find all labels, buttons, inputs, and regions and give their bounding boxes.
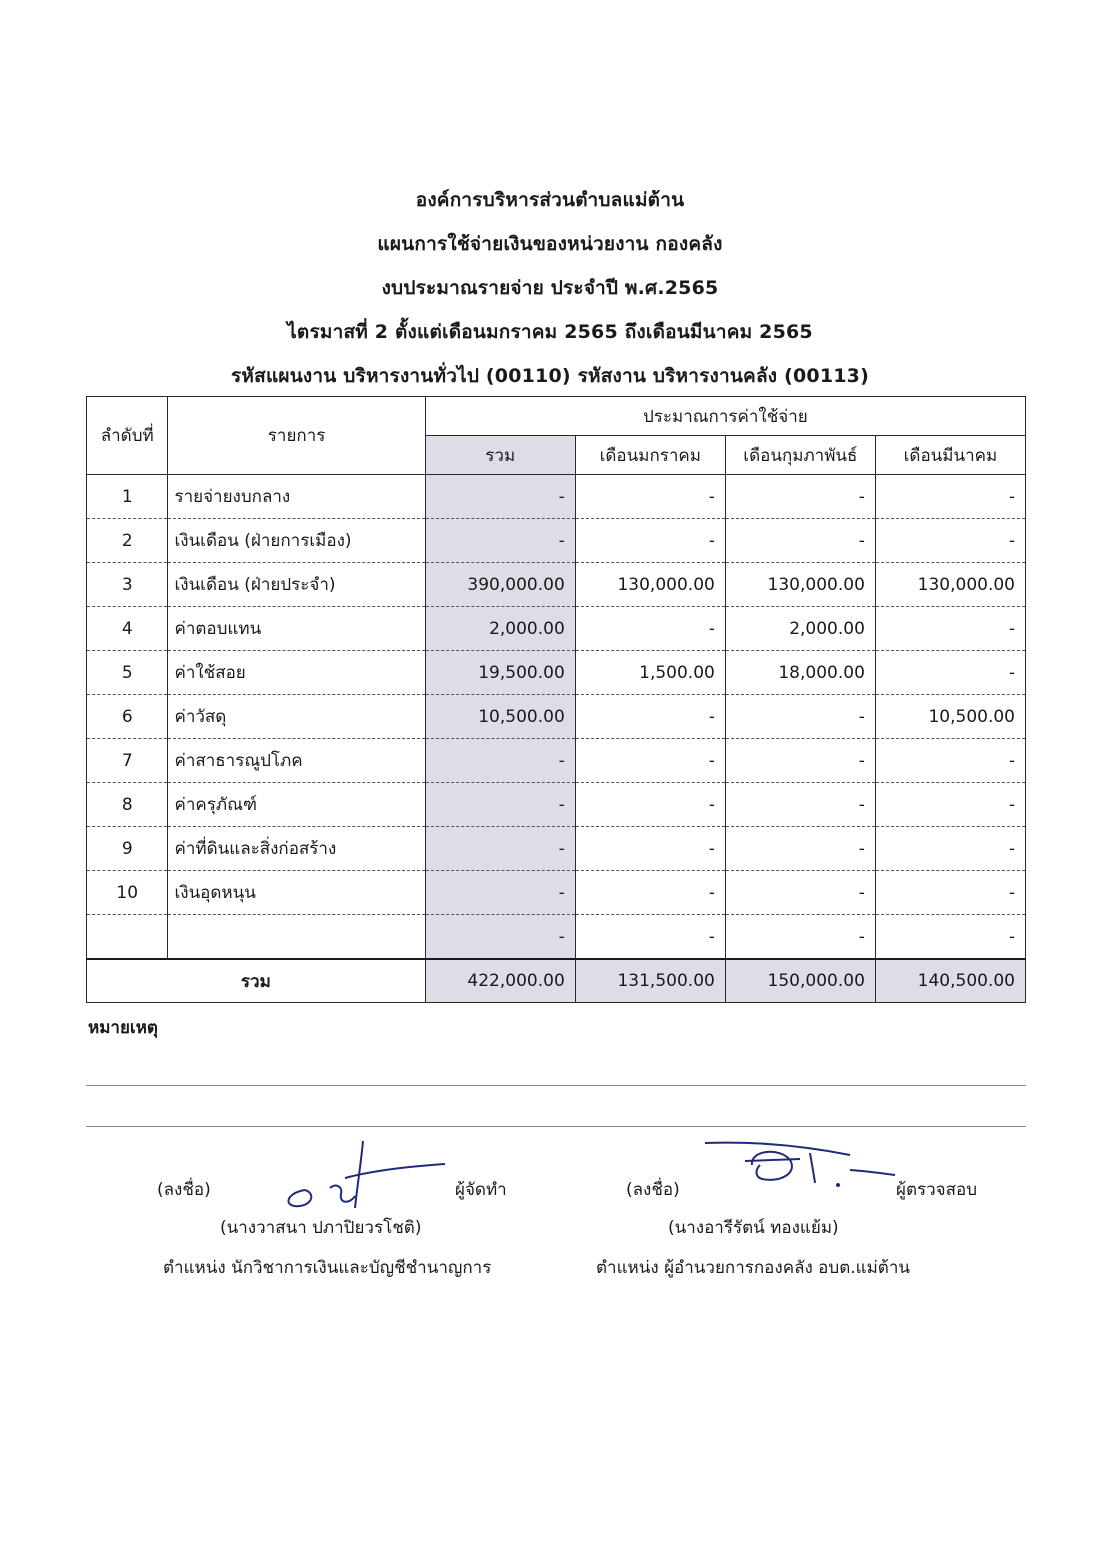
row-item: รายจ่ายงบกลาง	[168, 475, 425, 519]
row-march: -	[875, 915, 1025, 960]
row-index: 7	[87, 739, 168, 783]
budget-title: งบประมาณรายจ่าย ประจำปี พ.ศ.2565	[381, 277, 719, 299]
row-item: ค่าสาธารณูปโภค	[168, 739, 425, 783]
row-index: 5	[87, 651, 168, 695]
sign-prefix-right: (ลงชื่อ)	[626, 1180, 680, 1200]
signature-reviewer	[700, 1135, 900, 1200]
row-total: 19,500.00	[425, 651, 575, 695]
quarter-title: ไตรมาสที่ 2 ตั้งแต่เดือนมกราคม 2565 ถึงเดือนมีนาคม 2565	[287, 321, 813, 343]
row-march: -	[875, 871, 1025, 915]
row-total: -	[425, 915, 575, 960]
row-january: -	[575, 871, 725, 915]
row-item: ค่าครุภัณฑ์	[168, 783, 425, 827]
plan-title: แผนการใช้จ่ายเงินของหน่วยงาน กองคลัง	[377, 233, 723, 255]
table-row	[87, 783, 1026, 827]
table-row	[87, 827, 1026, 871]
row-march: 130,000.00	[875, 563, 1025, 607]
row-march: -	[875, 827, 1025, 871]
row-january: -	[575, 739, 725, 783]
row-february: -	[725, 695, 875, 739]
header-total: รวม	[425, 436, 575, 475]
row-february: 18,000.00	[725, 651, 875, 695]
total-sum: 422,000.00	[425, 959, 575, 1003]
row-total: -	[425, 827, 575, 871]
header-february: เดือนกุมภาพันธ์	[725, 436, 875, 475]
row-february: -	[725, 519, 875, 563]
document-header	[0, 178, 1100, 398]
row-index	[87, 915, 168, 960]
row-january: -	[575, 695, 725, 739]
row-february: -	[725, 827, 875, 871]
name-reviewer: (นางอารีรัตน์ ทองแย้ม)	[668, 1218, 839, 1238]
row-total: -	[425, 739, 575, 783]
row-march: -	[875, 519, 1025, 563]
row-total: -	[425, 783, 575, 827]
remark-line-1	[86, 1085, 1026, 1086]
total-february: 150,000.00	[725, 959, 875, 1003]
row-index: 3	[87, 563, 168, 607]
row-item: เงินเดือน (ฝ่ายการเมือง)	[168, 519, 425, 563]
remark-line-2	[86, 1126, 1026, 1127]
row-item: เงินเดือน (ฝ่ายประจำ)	[168, 563, 425, 607]
table-total-row	[87, 959, 1026, 1003]
row-index: 1	[87, 475, 168, 519]
row-january: -	[575, 475, 725, 519]
position-preparer: ตำแหน่ง นักวิชาการเงินและบัญชีชำนาญการ	[163, 1258, 492, 1278]
row-march: -	[875, 607, 1025, 651]
row-march: 10,500.00	[875, 695, 1025, 739]
row-february: -	[725, 871, 875, 915]
row-february: -	[725, 915, 875, 960]
sign-prefix-left: (ลงชื่อ)	[157, 1180, 211, 1200]
table-row	[87, 915, 1026, 960]
row-item: ค่าวัสดุ	[168, 695, 425, 739]
signature-preparer	[275, 1138, 455, 1213]
row-february: -	[725, 475, 875, 519]
row-total: 390,000.00	[425, 563, 575, 607]
table-row	[87, 651, 1026, 695]
row-february: 2,000.00	[725, 607, 875, 651]
table-row	[87, 871, 1026, 915]
row-index: 8	[87, 783, 168, 827]
header-march: เดือนมีนาคม	[875, 436, 1025, 475]
budget-table	[86, 396, 1026, 1003]
row-index: 10	[87, 871, 168, 915]
row-index: 4	[87, 607, 168, 651]
role-preparer: ผู้จัดทำ	[455, 1180, 507, 1200]
role-reviewer: ผู้ตรวจสอบ	[896, 1180, 978, 1200]
total-label: รวม	[87, 959, 426, 1003]
row-item	[168, 915, 425, 960]
table-body	[87, 475, 1026, 960]
row-february: -	[725, 739, 875, 783]
row-item: ค่าใช้สอย	[168, 651, 425, 695]
row-january: 1,500.00	[575, 651, 725, 695]
org-title: องค์การบริหารส่วนตำบลแม่ต้าน	[415, 189, 685, 211]
table-row	[87, 607, 1026, 651]
header-estimate: ประมาณการค่าใช้จ่าย	[425, 397, 1025, 436]
table-row	[87, 519, 1026, 563]
row-march: -	[875, 739, 1025, 783]
row-march: -	[875, 651, 1025, 695]
row-february: -	[725, 783, 875, 827]
row-january: 130,000.00	[575, 563, 725, 607]
header-item: รายการ	[168, 397, 425, 475]
row-total: 2,000.00	[425, 607, 575, 651]
row-march: -	[875, 783, 1025, 827]
codes-title: รหัสแผนงาน บริหารงานทั่วไป (00110) รหัสงาน บริหารงานคลัง (00113)	[231, 365, 869, 387]
table-row	[87, 475, 1026, 519]
total-march: 140,500.00	[875, 959, 1025, 1003]
row-february: 130,000.00	[725, 563, 875, 607]
row-january: -	[575, 519, 725, 563]
name-preparer: (นางวาสนา ปภาปิยวรโชติ)	[220, 1218, 422, 1238]
row-january: -	[575, 915, 725, 960]
row-index: 6	[87, 695, 168, 739]
row-item: ค่าที่ดินและสิ่งก่อสร้าง	[168, 827, 425, 871]
row-total: 10,500.00	[425, 695, 575, 739]
row-january: -	[575, 827, 725, 871]
row-total: -	[425, 871, 575, 915]
row-january: -	[575, 607, 725, 651]
table-row	[87, 695, 1026, 739]
row-index: 9	[87, 827, 168, 871]
row-total: -	[425, 519, 575, 563]
table-row	[87, 739, 1026, 783]
row-total: -	[425, 475, 575, 519]
total-january: 131,500.00	[575, 959, 725, 1003]
remark-label: หมายเหตุ	[88, 1018, 158, 1038]
row-item: ค่าตอบแทน	[168, 607, 425, 651]
table-row	[87, 563, 1026, 607]
position-reviewer: ตำแหน่ง ผู้อำนวยการกองคลัง อบต.แม่ต้าน	[596, 1258, 911, 1278]
header-index: ลำดับที่	[87, 397, 168, 475]
row-march: -	[875, 475, 1025, 519]
row-item: เงินอุดหนุน	[168, 871, 425, 915]
header-january: เดือนมกราคม	[575, 436, 725, 475]
row-index: 2	[87, 519, 168, 563]
row-january: -	[575, 783, 725, 827]
